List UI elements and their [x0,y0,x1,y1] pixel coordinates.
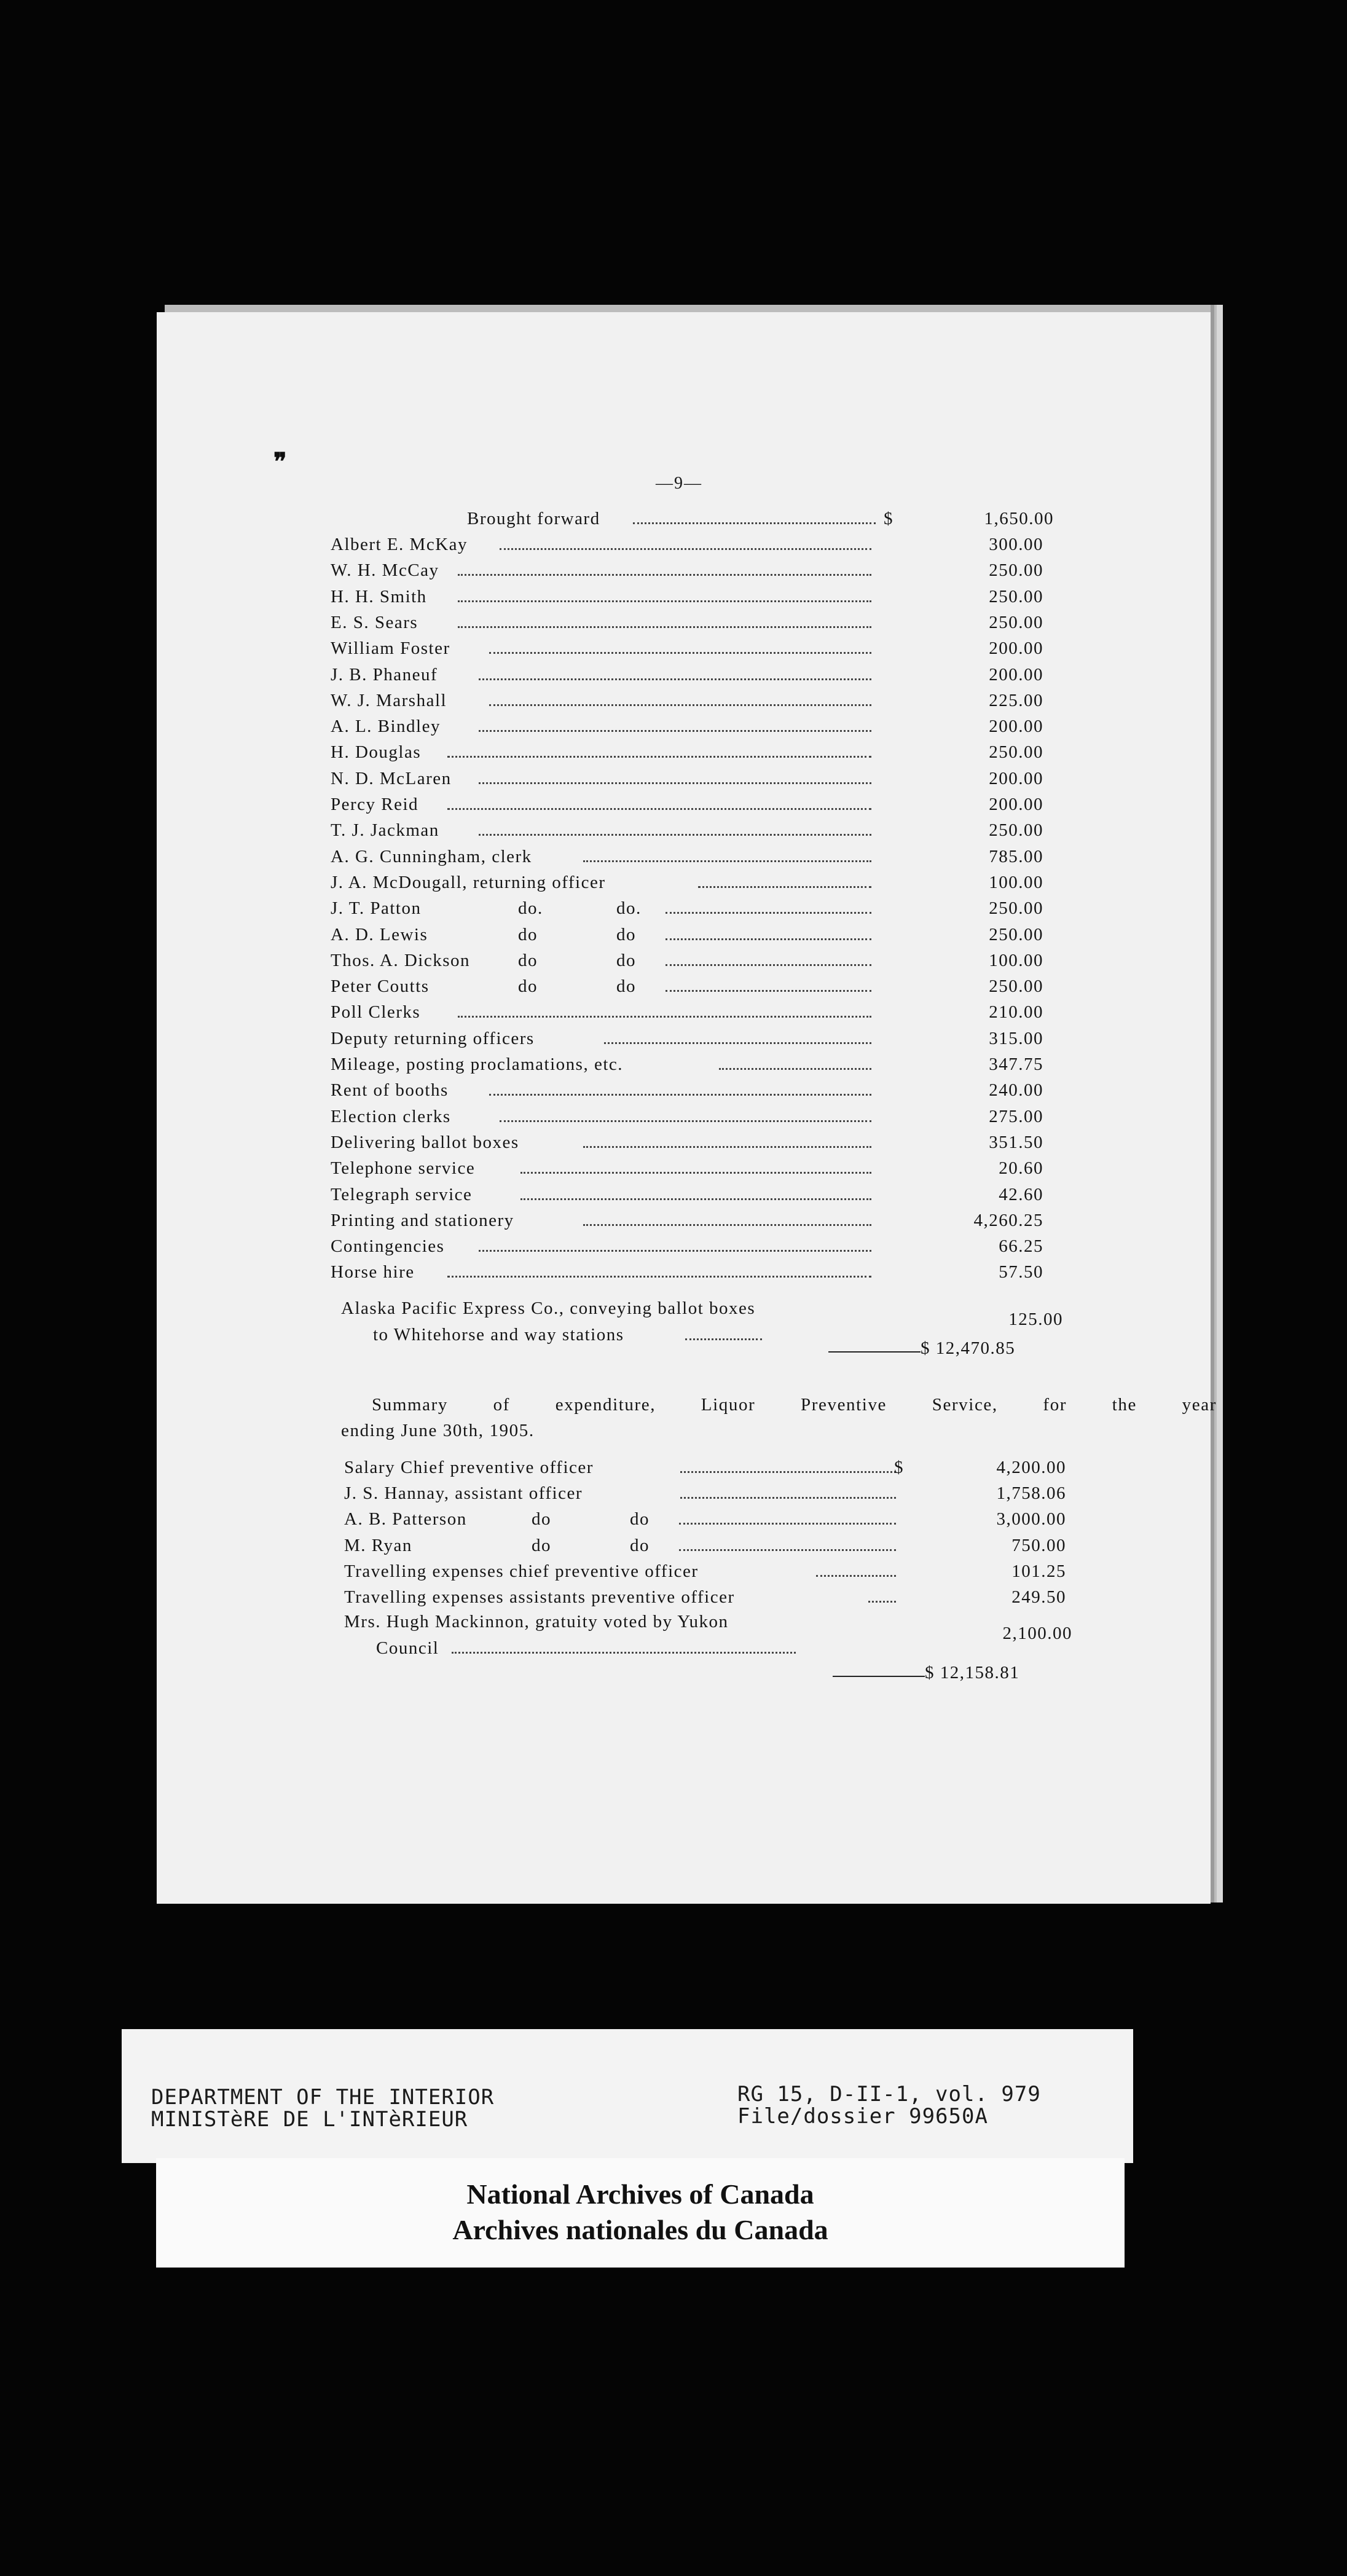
expense-row [331,636,1062,661]
expense-row [344,1585,1075,1609]
leader-dots [583,860,871,862]
leader-dots [500,548,871,550]
leader-dots [666,912,871,914]
expense-row [331,1208,1062,1233]
expense-row [331,792,1062,817]
brought-forward-amount: 1,650.00 [984,509,1054,528]
expense-label: J. B. Phaneuf [331,664,438,685]
expense-row [344,1533,1075,1558]
expense-amount: 250.00 [989,924,1043,944]
expense-row [331,714,1062,739]
ditto-mark: do [532,1535,551,1555]
leader-dots [458,600,871,602]
expense-label: Albert E. McKay [331,535,468,554]
expense-label: Deputy returning officers [331,1028,535,1048]
leader-dots [583,1146,871,1148]
expense-label: A. G. Cunningham, clerk [331,846,532,866]
expense-label: Thos. A. Dickson [331,950,470,970]
expense-amount: 20.60 [999,1158,1043,1179]
expense-amount: 101.25 [1011,1561,1066,1581]
leader-dots [666,964,871,966]
leader-dots [633,522,876,524]
expense-amount: 200.00 [989,717,1043,737]
ditto-mark: do. [518,898,543,919]
expense-row [331,662,1062,687]
expense-row [331,948,1062,973]
expense-amount: 300.00 [989,535,1043,554]
subtotal-rule [828,1351,921,1353]
expense-label: A. L. Bindley [331,717,441,737]
expense-amount: 315.00 [989,1028,1043,1048]
leader-dots [719,1068,871,1070]
expense-label: A. B. Patterson [344,1509,467,1530]
document-page [157,312,1217,1904]
expense-label: J. A. McDougall, returning officer [331,872,606,892]
leader-dots [583,1224,871,1226]
expense-amount: 1,758.06 [996,1483,1066,1504]
leader-dots [447,756,871,758]
page-number: —9— [656,474,702,493]
leader-dots [458,574,871,576]
leader-dots [452,1652,796,1654]
ditto-mark: do [518,924,538,944]
expense-amount: 250.00 [989,898,1043,919]
expense-amount: 275.00 [989,1106,1043,1126]
expense-amount: 200.00 [989,664,1043,685]
expense-amount: 250.00 [989,586,1043,607]
expense-row [331,1260,1062,1284]
expense-row [331,1000,1062,1024]
expense-label: Peter Coutts [331,976,430,997]
expense-label: William Foster [331,638,450,659]
expense-amount: 250.00 [989,820,1043,841]
expense-amount: 210.00 [989,1002,1043,1023]
expense-label: W. H. McCay [331,560,439,581]
expense-label: Horse hire [331,1262,415,1282]
expense-row [331,870,1062,895]
liquor-summary-heading [341,1392,1217,1443]
expense-row [331,974,1062,999]
leader-dots [520,1198,871,1200]
expense-row [344,1507,1075,1531]
expense-amount: 225.00 [989,690,1043,710]
ditto-mark: do [630,1535,650,1555]
expense-label: Travelling expenses assistants preventive officer [344,1587,735,1607]
expense-label: Delivering ballot boxes [331,1132,519,1152]
gratuity-amount: 2,100.00 [1002,1624,1072,1643]
currency-sign: $ [894,1458,904,1477]
expense-amount: 347.75 [989,1054,1043,1074]
leader-dots [816,1575,896,1577]
expense-label: Election clerks [331,1106,451,1126]
ink-mark: ❞ [273,448,287,476]
expense-row [331,1182,1062,1207]
leader-dots [679,1549,896,1551]
expense-amount: 240.00 [989,1080,1043,1101]
summary-heading-line-1: Summary of expenditure, Liquor Preventive Service, for the year [372,1395,1217,1415]
expense-label: Rent of booths [331,1080,449,1101]
subtotal-rule [833,1676,925,1677]
expense-amount: 250.00 [989,742,1043,763]
expense-label: M. Ryan [344,1535,412,1555]
expense-row [331,584,1062,609]
expense-amount: 200.00 [989,638,1043,659]
expense-row [331,532,1062,557]
currency-sign: $ [884,509,893,528]
alaska-amount: 125.00 [1008,1310,1063,1329]
expense-row [331,610,1062,635]
expense-row [344,1559,1075,1584]
expense-row [331,766,1062,791]
total-amount: 12,470.85 [935,1338,1016,1358]
alaska-label-2: to Whitehorse and way stations [373,1325,624,1345]
expense-amount: 4,200.00 [996,1458,1066,1477]
expense-row [331,558,1062,583]
ditto-mark: do [518,950,538,970]
leader-dots [479,1250,871,1252]
expense-label: T. J. Jackman [331,820,439,841]
gratuity-label-2: Council [376,1638,439,1658]
expense-row [344,1481,1075,1506]
expense-label: Telegraph service [331,1184,473,1204]
expense-amount: 250.00 [989,560,1043,581]
expense-row [331,922,1062,947]
liquor-total [925,1663,1019,1683]
election-total [921,1338,1015,1359]
archive-file: File/dossier 99650A [737,2104,988,2129]
expense-amount: 100.00 [989,950,1043,970]
expense-row [331,740,1062,764]
expense-row [331,1104,1062,1129]
expense-row [331,1078,1062,1102]
leader-dots [604,1042,871,1044]
archive-reference: RG 15, D-II-1, vol. 979 [737,2082,1041,2107]
gratuity-amount-row [925,1621,1072,1646]
expense-amount: 250.00 [989,612,1043,632]
archives-banner [156,2158,1125,2268]
expense-row [331,1026,1062,1051]
leader-dots [479,782,871,784]
total-amount: 12,158.81 [940,1663,1020,1683]
expense-label: Printing and stationery [331,1210,514,1230]
expense-label: Percy Reid [331,795,419,814]
expense-amount: 200.00 [989,795,1043,814]
ditto-mark: do [616,924,636,944]
total-currency: $ [921,1338,930,1358]
expense-amount: 351.50 [989,1132,1043,1152]
ditto-mark: do. [616,898,642,919]
leader-dots [489,652,871,654]
leader-dots [479,834,871,836]
leader-dots [458,626,871,628]
expense-amount: 3,000.00 [996,1509,1066,1530]
leader-dots [500,1120,871,1122]
expense-row [331,818,1062,842]
expense-label: Mileage, posting proclamations, etc. [331,1054,624,1074]
ditto-mark: do [616,950,636,970]
expense-amount: 200.00 [989,768,1043,788]
leader-dots [666,990,871,992]
brought-forward-label: Brought forward [467,509,600,528]
expense-amount: 42.60 [999,1184,1043,1204]
expense-label: W. J. Marshall [331,690,447,710]
leader-dots [447,808,871,810]
expense-label: N. D. McLaren [331,768,452,788]
expense-label: Contingencies [331,1236,445,1257]
leader-dots [447,1276,871,1278]
expense-amount: 750.00 [1011,1535,1066,1555]
expense-row [331,1130,1062,1155]
alaska-amount-row [916,1307,1063,1332]
brought-forward-row [467,506,1054,531]
expense-amount: 4,260.25 [973,1210,1043,1230]
leader-dots [520,1172,871,1174]
expense-label: E. S. Sears [331,612,418,632]
leader-dots [679,1523,896,1525]
expense-row [331,844,1062,869]
expense-label: A. D. Lewis [331,924,428,944]
expense-row [331,896,1062,921]
expense-row [344,1455,1075,1480]
leader-dots [479,730,871,732]
leader-dots [479,678,871,680]
expense-label: J. S. Hannay, assistant officer [344,1483,583,1504]
expense-label: Salary Chief preventive officer [344,1458,594,1477]
expense-row [331,1052,1062,1077]
department-fr: MINISTèRE DE L'INTèRIEUR [151,2107,468,2132]
expense-label: Poll Clerks [331,1002,421,1023]
alaska-label-1: Alaska Pacific Express Co., conveying ballot boxes [341,1298,756,1318]
expense-label: J. T. Patton [331,898,422,919]
expense-row [331,1156,1062,1180]
leader-dots [680,1497,896,1499]
department-en: DEPARTMENT OF THE INTERIOR [151,2085,495,2110]
leader-dots [666,938,871,940]
leader-dots [680,1471,896,1473]
ditto-mark: do [630,1509,650,1530]
ditto-mark: do [518,976,538,997]
summary-heading-line-2: ending June 30th, 1905. [341,1421,535,1440]
archives-name-fr: Archives nationales du Canada [452,2214,828,2245]
archive-reference-tag [122,2029,1133,2163]
leader-dots [868,1601,896,1603]
leader-dots [685,1338,762,1340]
ditto-mark: do [616,976,636,997]
expense-amount: 100.00 [989,872,1043,892]
gratuity-label-1: Mrs. Hugh Mackinnon, gratuity voted by Yukon [344,1612,729,1632]
ditto-mark: do [532,1509,551,1530]
expense-amount: 250.00 [989,976,1043,997]
expense-label: Travelling expenses chief preventive officer [344,1561,699,1581]
leader-dots [489,1094,871,1096]
expense-label: H. Douglas [331,742,422,763]
leader-dots [489,704,871,706]
expense-row [331,1234,1062,1259]
expense-amount: 66.25 [999,1236,1043,1257]
expense-amount: 249.50 [1011,1587,1066,1607]
expense-row [331,688,1062,713]
total-currency: $ [925,1663,935,1683]
expense-amount: 57.50 [999,1262,1043,1282]
archives-name-en: National Archives of Canada [466,2178,814,2210]
leader-dots [698,886,871,888]
expense-label: Telephone service [331,1158,476,1179]
expense-label: H. H. Smith [331,586,427,607]
leader-dots [458,1016,871,1018]
expense-amount: 785.00 [989,846,1043,866]
